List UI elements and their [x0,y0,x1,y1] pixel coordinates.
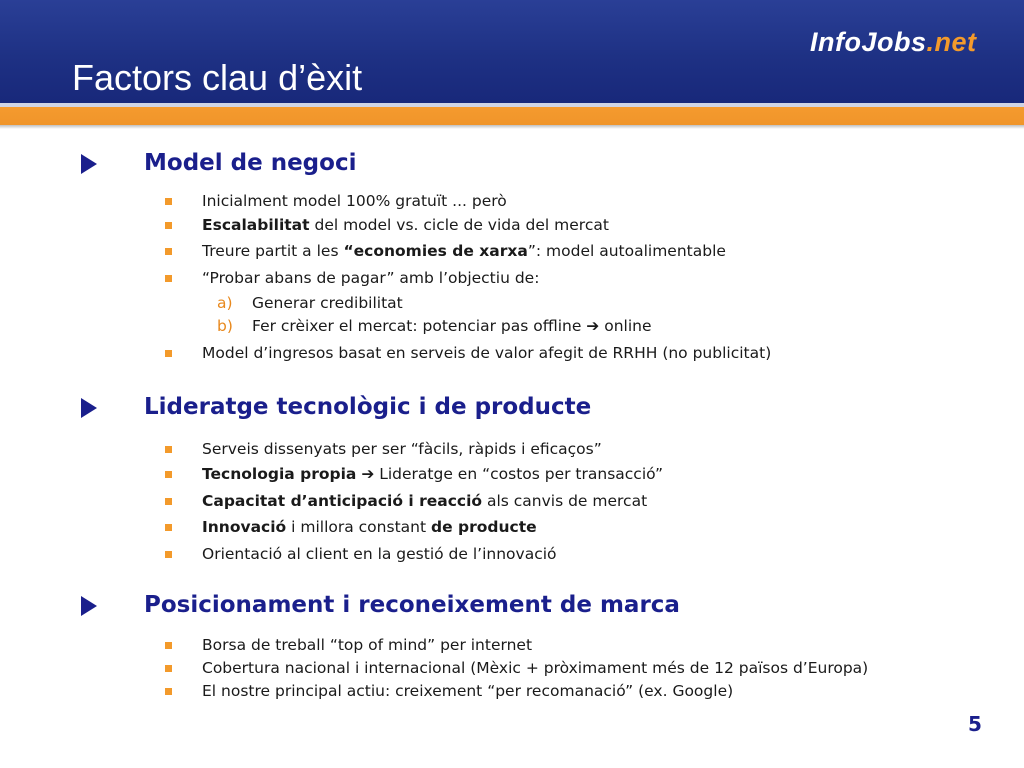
list-item: Model d’ingresos basat en serveis de valor afegit de RRHH (no publicitat) [165,342,985,366]
list-item: “Probar abans de pagar” amb l’objectiu de: [165,267,985,291]
square-bullet-icon [165,350,172,357]
list-item: Tecnologia propia ➔ Lideratge en “costos per transacció” [165,463,985,487]
list-item: Escalabilitat del model vs. cicle de vida del mercat [165,214,985,238]
list-item: Inicialment model 100% gratuït ... però [165,190,985,214]
square-bullet-icon [165,688,172,695]
sub-list-item: b) Fer crèixer el mercat: potenciar pas offline ➔ online [217,317,652,335]
square-bullet-icon [165,248,172,255]
section-heading: Model de negoci [144,150,357,176]
square-bullet-icon [165,642,172,649]
section-model-de-negoci [0,144,1024,184]
square-bullet-icon [165,498,172,505]
square-bullet-icon [165,275,172,282]
list-item: Orientació al client en la gestió de l’innovació [165,543,985,567]
square-bullet-icon [165,524,172,531]
page-number: 5 [968,712,982,736]
orange-stripe [0,103,1024,125]
list-item: Cobertura nacional i internacional (Mèxic + pròximament més de 12 països d’Europa) [165,657,985,681]
infojobs-logo: InfoJobs.net [810,27,977,57]
list-item: El nostre principal actiu: creixement “per recomanació” (ex. Google) [165,680,985,704]
play-arrow-icon [81,398,97,418]
section-heading: Posicionament i reconeixement de marca [144,592,680,618]
square-bullet-icon [165,198,172,205]
square-bullet-icon [165,222,172,229]
section-posicionament [0,586,1024,626]
list-item: Serveis dissenyats per ser “fàcils, ràpids i eficaços” [165,438,985,462]
list-item: Borsa de treball “top of mind” per internet [165,634,985,658]
play-arrow-icon [81,154,97,174]
list-item: Innovació i millora constant de producte [165,516,985,540]
list-item: Capacitat d’anticipació i reacció als canvis de mercat [165,490,985,514]
square-bullet-icon [165,551,172,558]
list-item: Treure partit a les “economies de xarxa”: model autoalimentable [165,240,985,264]
play-arrow-icon [81,596,97,616]
square-bullet-icon [165,665,172,672]
square-bullet-icon [165,446,172,453]
stripe-shadow [0,125,1024,129]
sub-list-item: a) Generar credibilitat [217,294,403,312]
square-bullet-icon [165,471,172,478]
slide-title: Factors clau d’èxit [72,57,363,98]
section-heading: Lideratge tecnològic i de producte [144,394,592,420]
section-lideratge [0,388,1024,428]
